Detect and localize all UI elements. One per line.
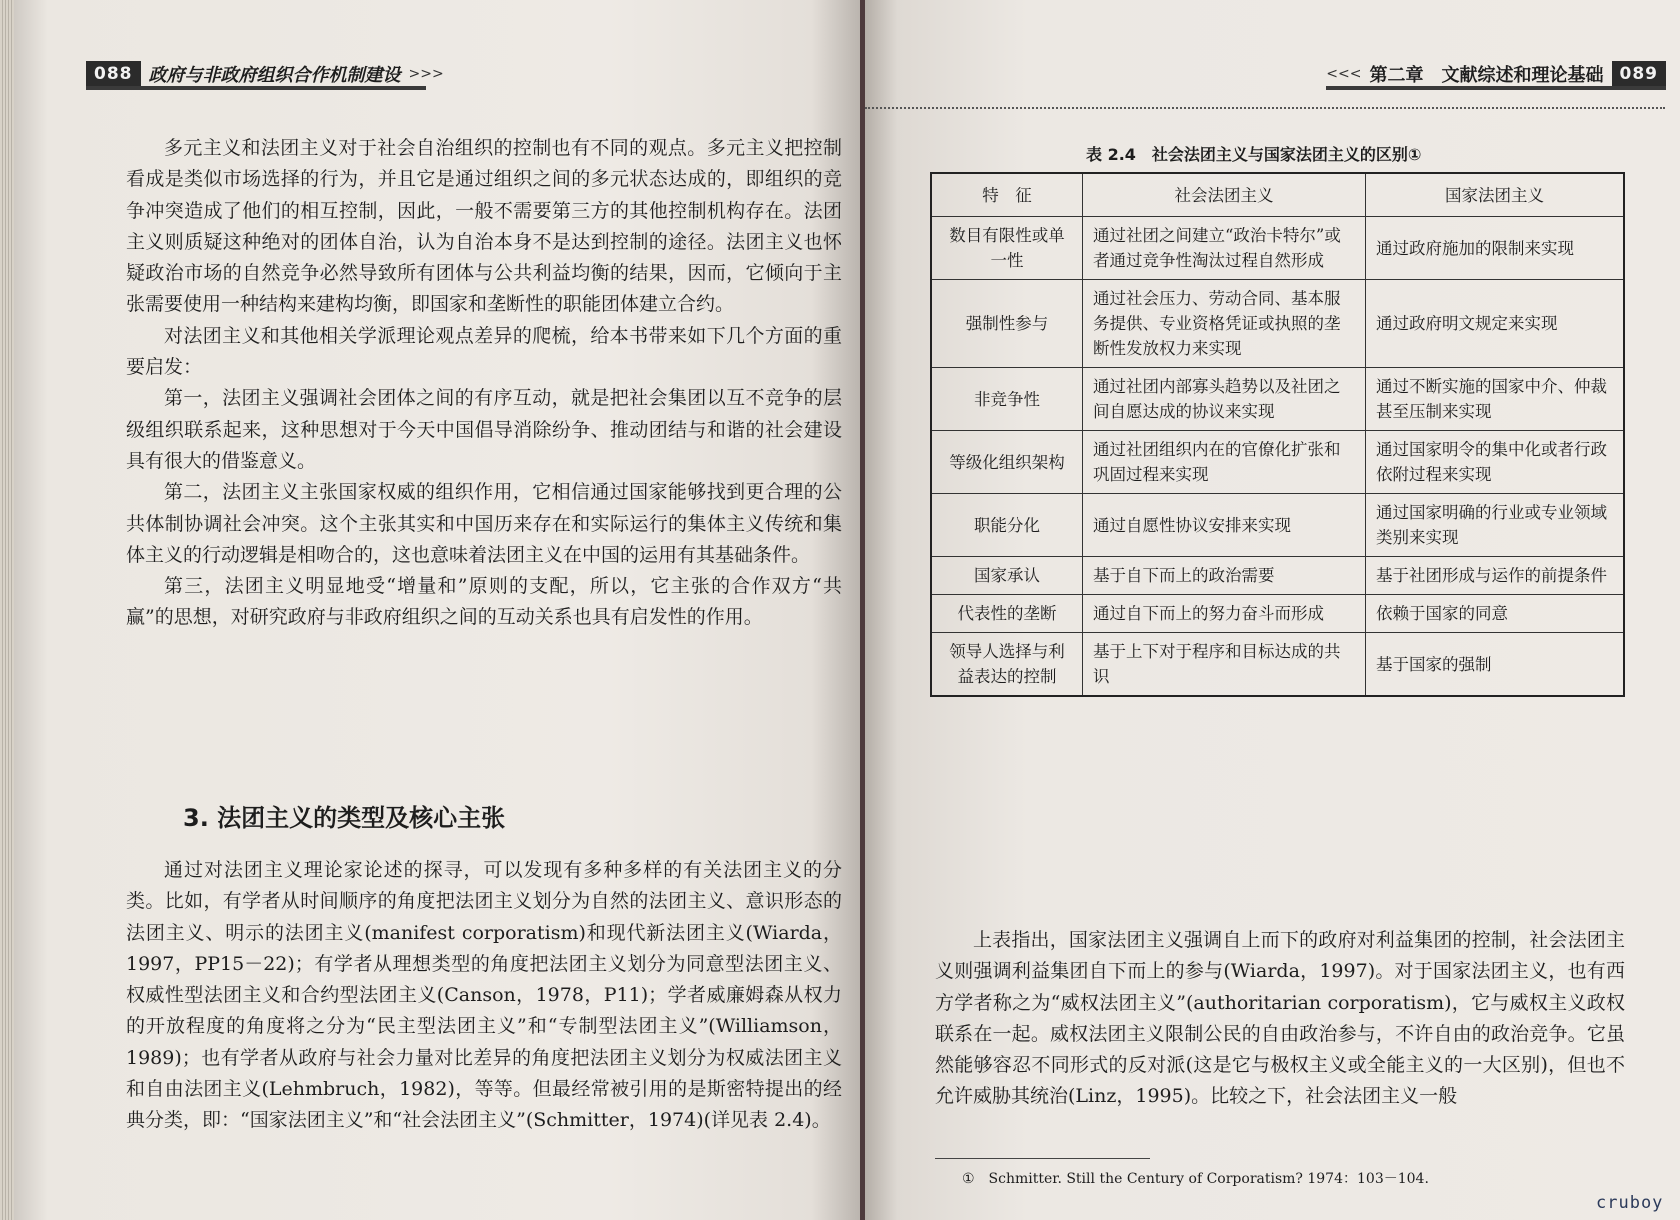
header-cell: 特 征 [931, 173, 1083, 217]
table-cell: 通过不断实施的国家中介、仲裁甚至压制来实现 [1366, 368, 1625, 431]
header-rule [1326, 86, 1666, 90]
table-caption: 表 2.4 社会法团主义与国家法团主义的区别① [1086, 145, 1422, 164]
table-cell: 通过社团组织内在的官僚化扩张和巩固过程来实现 [1083, 431, 1366, 494]
left-page-number: 088 [86, 61, 141, 87]
paragraph: 第三，法团主义明显地受“增量和”原则的支配，所以，它主张的合作双方“共赢”的思想，对研究政府与非政府组织之间的互动关系也具有启发性的作用。 [126, 575, 842, 629]
feature-cell: 等级化组织架构 [931, 431, 1083, 494]
header-cell: 社会法团主义 [1083, 173, 1366, 217]
feature-cell: 代表性的垄断 [931, 595, 1083, 633]
table-row [931, 431, 1624, 494]
left-body-text [126, 133, 842, 634]
right-page-number: 089 [1612, 61, 1667, 87]
table-cell: 通过社团之间建立“政治卡特尔”或者通过竞争性淘汰过程自然形成 [1083, 217, 1366, 280]
table-cell: 通过自下而上的努力奋斗而形成 [1083, 595, 1366, 633]
table-cell: 基于社团形成与运作的前提条件 [1366, 557, 1625, 595]
table-row [931, 280, 1624, 368]
table-row [931, 557, 1624, 595]
right-header-arrow: <<< [1326, 66, 1362, 82]
table-cell: 通过国家明确的行业或专业领域类别来实现 [1366, 494, 1625, 557]
table-cell: 依赖于国家的同意 [1366, 595, 1625, 633]
footnote-rule [935, 1158, 1150, 1159]
footnote: ① Schmitter. Still the Century of Corporatism? 1974：103－104. [962, 1171, 1429, 1187]
table-header-row [931, 173, 1624, 217]
table-cell: 基于国家的强制 [1366, 633, 1625, 697]
right-running-header [1326, 56, 1666, 92]
table-row [931, 633, 1624, 697]
left-running-title: 政府与非政府组织合作机制建设 [148, 65, 401, 86]
book-page-edges [0, 0, 14, 1220]
table-cell: 基于自下而上的政治需要 [1083, 557, 1366, 595]
feature-cell: 职能分化 [931, 494, 1083, 557]
table-cell: 通过国家明令的集中化或者行政依附过程来实现 [1366, 431, 1625, 494]
left-running-header [86, 56, 444, 92]
comparison-table [930, 172, 1625, 697]
section-body-text [126, 855, 842, 1137]
right-body-text [935, 925, 1625, 1113]
header-cell: 国家法团主义 [1366, 173, 1625, 217]
left-header-arrow: >>> [408, 66, 444, 82]
paragraph: 多元主义和法团主义对于社会自治组织的控制也有不同的观点。多元主义把控制看成是类似市场选择的行为，并且它是通过组织之间的多元状态达成的，即组织的竞争冲突造成了他们的相互控制，因此，一般不需要第三方的其他控制机构存在。法团主义则质疑这种绝对的团体自治，认为自治本身不是达到控制的途径。法团主义也怀疑政治市场的自然竞争必然导致所有团体与公共利益均衡的结果，因而，它倾向于主张需要使用一种结构来建构均衡，即国家和垄断性的职能团体建立合约。 [126, 137, 842, 316]
paragraph: 上表指出，国家法团主义强调自上而下的政府对利益集团的控制，社会法团主义则强调利益集团自下而上的参与(Wiarda，1997)。对于国家法团主义，也有西方学者称之为“威权法团主义”(authoritarian corporatism)，它与威权主义政权联系在一起。威权法团主义限制公民的自由政治参与，不许自由的政治竞争。它虽然能够容忍不同形式的反对派(这是它与极权主义或全能主义的一大区别)，但也不允许威胁其统治(Linz，1995)。比较之下，社会法团主义一般 [935, 929, 1625, 1108]
feature-cell: 领导人选择与利益表达的控制 [931, 633, 1083, 697]
feature-cell: 强制性参与 [931, 280, 1083, 368]
paragraph: 第二，法团主义主张国家权威的组织作用，它相信通过国家能够找到更合理的公共体制协调社会冲突。这个主张其实和中国历来存在和实际运行的集体主义传统和集体主义的行动逻辑是相吻合的，这也意味着法团主义在中国的运用有其基础条件。 [126, 481, 842, 566]
chapter-title: 第二章 文献综述和理论基础 [1369, 65, 1604, 86]
feature-cell: 非竞争性 [931, 368, 1083, 431]
paragraph: 对法团主义和其他相关学派理论观点差异的爬梳，给本书带来如下几个方面的重要启发： [126, 324, 842, 379]
feature-cell: 国家承认 [931, 557, 1083, 595]
paragraph: 第一，法团主义强调社会团体之间的有序互动，就是把社会集团以互不竞争的层级组织联系起来，这种思想对于今天中国倡导消除纷争、推动团结与和谐的社会建设具有很大的借鉴意义。 [126, 387, 842, 472]
table-cell: 通过自愿性协议安排来实现 [1083, 494, 1366, 557]
table-row [931, 368, 1624, 431]
feature-cell: 数目有限性或单一性 [931, 217, 1083, 280]
watermark: cruboy [1596, 1193, 1664, 1213]
paragraph: 通过对法团主义理论家论述的探寻，可以发现有多种多样的有关法团主义的分类。比如，有学者从时间顺序的角度把法团主义划分为自然的法团主义、意识形态的法团主义、明示的法团主义(manifest corporatism)和现代新法团主义(Wiarda，1997，PP15－22)；有学者从理想类型的角度把法团主义划分为同意型法团主义、权威性型法团主义和合约型法团主义(Canson，1978，P11)；学者威廉姆森从权力的开放程度的角度将之分为“民主型法团主义”和“专制型法团主义”(Williamson，1989)；也有学者从政府与社会力量对比差异的角度把法团主义划分为权威法团主义和自由法团主义(Lehmbruch，1982)，等等。但最经常被引用的是斯密特提出的经典分类，即：“国家法团主义”和“社会法团主义”(Schmitter，1974)(详见表 2.4)。 [126, 859, 842, 1132]
table-cell: 通过政府施加的限制来实现 [1366, 217, 1625, 280]
section-heading: 3. 法团主义的类型及核心主张 [183, 804, 506, 832]
table-row [931, 217, 1624, 280]
left-page [14, 0, 862, 1220]
table-cell: 基于上下对于程序和目标达成的共识 [1083, 633, 1366, 697]
header-dotted-rule [865, 107, 1665, 109]
table-cell: 通过社会压力、劳动合同、基本服务提供、专业资格凭证或执照的垄断性发放权力来实现 [1083, 280, 1366, 368]
table-cell: 通过社团内部寡头趋势以及社团之间自愿达成的协议来实现 [1083, 368, 1366, 431]
header-rule [86, 86, 426, 90]
table-cell: 通过政府明文规定来实现 [1366, 280, 1625, 368]
table-row [931, 595, 1624, 633]
table-row [931, 494, 1624, 557]
